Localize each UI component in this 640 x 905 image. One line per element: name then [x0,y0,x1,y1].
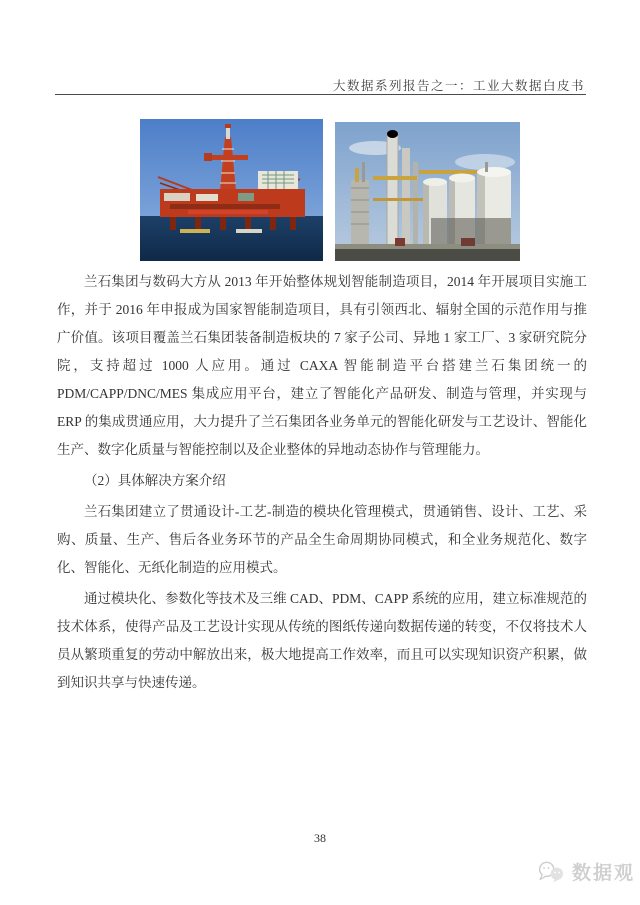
paragraph-technology-benefits: 通过模块化、参数化等技术及三维 CAD、PDM、CAPP 系统的应用，建立标准规范的技术体系，使得产品及工艺设计实现从传统的图纸传递向数据传递的转变，不仅将技术人员从繁琐重复的劳动中解放出来，极大地提高工作效率，而且可以实现知识资产积累，做到知识共享与快速传递。 [57,591,587,690]
document-body [57,268,587,700]
figure-offshore-oil-platform [140,119,323,261]
paragraph-project-overview: 兰石集团与数码大方从 2013 年开始整体规划智能制造项目，2014 年开展项目实施工作，并于 2016 年申报成为国家智能制造项目，具有引领西北、辐射全国的示范作用与推广价值。该项目覆盖兰石集团装备制造板块的 7 家子公司、异地 1 家工厂、3 家研究院分院，支持超过 1000 人应用。通过 CAXA 智能制造平台搭建兰石集团统一的 PDM/CAPP/DNC/MES 集成应用平台，建立了智能化产品研发、制造与管理，并实现与 ERP 的集成贯通应用，大力提升了兰石集团各业务单元的智能化研发与工艺设计、智能化生产、数字化质量与智能控制以及企业整体的异地动态协作与管理能力。 [57,274,587,457]
offshore-platform-illustration [140,119,323,261]
header-title: 大数据系列报告之一：工业大数据白皮书 [332,79,585,93]
figure-petrochemical-plant [335,122,520,261]
page-number: 38 [314,831,326,845]
section-heading-solution-intro: （2）具体解决方案介绍 [84,473,226,488]
industrial-plant-illustration [335,122,520,261]
paragraph-management-model: 兰石集团建立了贯通设计-工艺-制造的模块化管理模式，贯通销售、设计、工艺、采购、质量、生产、售后各业务环节的产品全生命周期协同模式，和全业务规范化、数字化、智能化、无纸化制造的应用模式。 [57,504,587,575]
chat-bubbles-icon [537,860,567,884]
watermark-logo [537,858,635,885]
header-rule [55,94,586,95]
watermark-text: 数据观 [572,863,636,884]
